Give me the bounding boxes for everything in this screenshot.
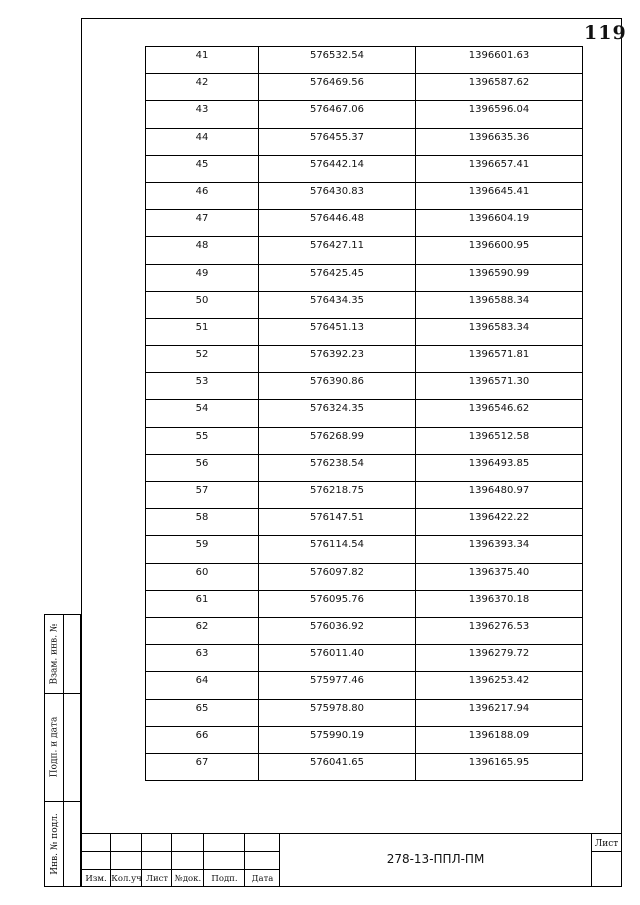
x-coordinate-cell: 576095.76 xyxy=(259,590,416,617)
table-row xyxy=(146,645,583,672)
point-number-cell: 60 xyxy=(146,563,259,590)
x-coordinate-cell: 576238.54 xyxy=(259,454,416,481)
y-coordinate-cell: 1396165.95 xyxy=(416,753,583,780)
point-number-cell: 55 xyxy=(146,427,259,454)
table-row xyxy=(146,210,583,237)
point-number-cell: 50 xyxy=(146,291,259,318)
x-coordinate-cell: 576041.65 xyxy=(259,753,416,780)
table-row xyxy=(146,346,583,373)
x-coordinate-cell: 575978.80 xyxy=(259,699,416,726)
y-coordinate-cell: 1396512.58 xyxy=(416,427,583,454)
x-coordinate-cell: 576036.92 xyxy=(259,617,416,644)
y-coordinate-cell: 1396587.62 xyxy=(416,74,583,101)
table-row xyxy=(146,182,583,209)
point-number-cell: 54 xyxy=(146,400,259,427)
table-row xyxy=(146,128,583,155)
y-coordinate-cell: 1396279.72 xyxy=(416,645,583,672)
point-number-cell: 63 xyxy=(146,645,259,672)
table-row xyxy=(146,373,583,400)
y-coordinate-cell: 1396645.41 xyxy=(416,182,583,209)
table-row xyxy=(146,536,583,563)
x-coordinate-cell: 576392.23 xyxy=(259,346,416,373)
tb-label-podp: Подп. xyxy=(211,874,238,884)
y-coordinate-cell: 1396635.36 xyxy=(416,128,583,155)
point-number-cell: 42 xyxy=(146,74,259,101)
y-coordinate-cell: 1396590.99 xyxy=(416,264,583,291)
table-row xyxy=(146,617,583,644)
y-coordinate-cell: 1396583.34 xyxy=(416,318,583,345)
point-number-cell: 61 xyxy=(146,590,259,617)
point-number-cell: 44 xyxy=(146,128,259,155)
coordinates-table xyxy=(145,46,583,781)
x-coordinate-cell: 576467.06 xyxy=(259,101,416,128)
x-coordinate-cell: 576455.37 xyxy=(259,128,416,155)
point-number-cell: 59 xyxy=(146,536,259,563)
table-row xyxy=(146,699,583,726)
table-row xyxy=(146,155,583,182)
point-number-cell: 56 xyxy=(146,454,259,481)
vzam-inv-label: Взам. инв. № xyxy=(49,623,60,685)
inv-podl-label: Инв. № подл. xyxy=(49,812,60,875)
x-coordinate-cell: 576430.83 xyxy=(259,182,416,209)
x-coordinate-cell: 575977.46 xyxy=(259,672,416,699)
y-coordinate-cell: 1396375.40 xyxy=(416,563,583,590)
table-row xyxy=(146,563,583,590)
podp-data-cell xyxy=(45,693,64,801)
page-number: 119 xyxy=(584,22,627,44)
tb-label-kolu: Кол.уч xyxy=(111,874,142,884)
table-row xyxy=(146,47,583,74)
tb-label-list: Лист xyxy=(145,874,169,884)
y-coordinate-cell: 1396422.22 xyxy=(416,509,583,536)
table-row xyxy=(146,291,583,318)
x-coordinate-cell: 576427.11 xyxy=(259,237,416,264)
document-code: 278-13-ППЛ-ПМ xyxy=(386,852,485,866)
point-number-cell: 64 xyxy=(146,672,259,699)
table-row xyxy=(146,101,583,128)
y-coordinate-cell: 1396571.30 xyxy=(416,373,583,400)
tb-label-data: Дата xyxy=(251,874,274,884)
x-coordinate-cell: 575990.19 xyxy=(259,726,416,753)
x-coordinate-cell: 576390.86 xyxy=(259,373,416,400)
y-coordinate-cell: 1396480.97 xyxy=(416,482,583,509)
inv-podl-cell xyxy=(45,801,64,886)
table-row xyxy=(146,74,583,101)
y-coordinate-cell: 1396217.94 xyxy=(416,699,583,726)
point-number-cell: 47 xyxy=(146,210,259,237)
y-coordinate-cell: 1396276.53 xyxy=(416,617,583,644)
x-coordinate-cell: 576442.14 xyxy=(259,155,416,182)
table-row xyxy=(146,482,583,509)
x-coordinate-cell: 576469.56 xyxy=(259,74,416,101)
x-coordinate-cell: 576425.45 xyxy=(259,264,416,291)
point-number-cell: 45 xyxy=(146,155,259,182)
table-row xyxy=(146,318,583,345)
y-coordinate-cell: 1396370.18 xyxy=(416,590,583,617)
x-coordinate-cell: 576268.99 xyxy=(259,427,416,454)
y-coordinate-cell: 1396601.63 xyxy=(416,47,583,74)
y-coordinate-cell: 1396596.04 xyxy=(416,101,583,128)
table-row xyxy=(146,427,583,454)
x-coordinate-cell: 576218.75 xyxy=(259,482,416,509)
table-row xyxy=(146,672,583,699)
point-number-cell: 46 xyxy=(146,182,259,209)
y-coordinate-cell: 1396393.34 xyxy=(416,536,583,563)
y-coordinate-cell: 1396253.42 xyxy=(416,672,583,699)
point-number-cell: 49 xyxy=(146,264,259,291)
point-number-cell: 41 xyxy=(146,47,259,74)
y-coordinate-cell: 1396657.41 xyxy=(416,155,583,182)
point-number-cell: 62 xyxy=(146,617,259,644)
title-block xyxy=(81,833,622,887)
point-number-cell: 57 xyxy=(146,482,259,509)
y-coordinate-cell: 1396188.09 xyxy=(416,726,583,753)
x-coordinate-cell: 576011.40 xyxy=(259,645,416,672)
table-row xyxy=(146,726,583,753)
point-number-cell: 58 xyxy=(146,509,259,536)
y-coordinate-cell: 1396588.34 xyxy=(416,291,583,318)
table-row xyxy=(146,753,583,780)
tb-label-ndok: №док. xyxy=(174,874,202,884)
sheet-label: Лист xyxy=(594,839,619,849)
x-coordinate-cell: 576147.51 xyxy=(259,509,416,536)
point-number-cell: 43 xyxy=(146,101,259,128)
podp-data-label: Подп. и дата xyxy=(49,716,60,778)
x-coordinate-cell: 576114.54 xyxy=(259,536,416,563)
x-coordinate-cell: 576097.82 xyxy=(259,563,416,590)
point-number-cell: 66 xyxy=(146,726,259,753)
point-number-cell: 65 xyxy=(146,699,259,726)
y-coordinate-cell: 1396600.95 xyxy=(416,237,583,264)
point-number-cell: 67 xyxy=(146,753,259,780)
table-row xyxy=(146,454,583,481)
y-coordinate-cell: 1396604.19 xyxy=(416,210,583,237)
x-coordinate-cell: 576434.35 xyxy=(259,291,416,318)
table-row xyxy=(146,590,583,617)
x-coordinate-cell: 576446.48 xyxy=(259,210,416,237)
table-row xyxy=(146,400,583,427)
table-row xyxy=(146,264,583,291)
x-coordinate-cell: 576451.13 xyxy=(259,318,416,345)
table-row xyxy=(146,509,583,536)
tb-label-izm: Изм. xyxy=(85,874,107,884)
point-number-cell: 53 xyxy=(146,373,259,400)
point-number-cell: 48 xyxy=(146,237,259,264)
x-coordinate-cell: 576532.54 xyxy=(259,47,416,74)
point-number-cell: 52 xyxy=(146,346,259,373)
side-stamp xyxy=(44,614,81,887)
x-coordinate-cell: 576324.35 xyxy=(259,400,416,427)
point-number-cell: 51 xyxy=(146,318,259,345)
vzam-inv-cell xyxy=(45,615,64,693)
y-coordinate-cell: 1396546.62 xyxy=(416,400,583,427)
table-row xyxy=(146,237,583,264)
y-coordinate-cell: 1396571.81 xyxy=(416,346,583,373)
y-coordinate-cell: 1396493.85 xyxy=(416,454,583,481)
